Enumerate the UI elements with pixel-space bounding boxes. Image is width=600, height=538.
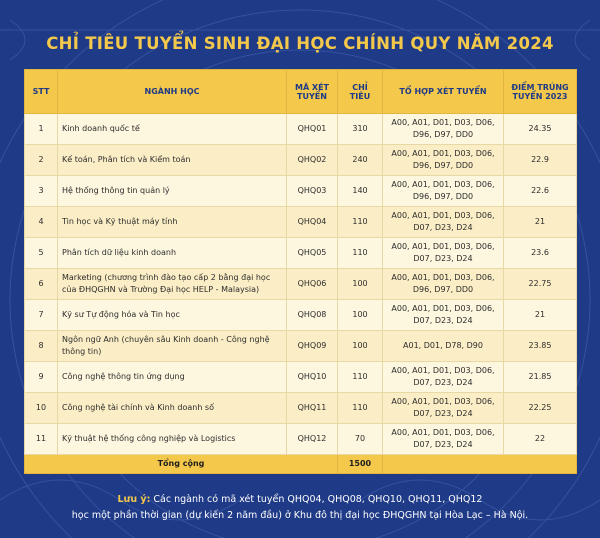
total-value: 1500 bbox=[338, 455, 383, 474]
cell-stt: 9 bbox=[25, 362, 58, 393]
header-ma: MÃ XÉT TUYỂN bbox=[287, 70, 338, 114]
cell-nganh: Công nghệ thông tin ứng dụng bbox=[58, 362, 287, 393]
table-row bbox=[25, 114, 577, 145]
cell-ma: QHQ05 bbox=[287, 238, 338, 269]
page-title: CHỈ TIÊU TUYỂN SINH ĐẠI HỌC CHÍNH QUY NĂM 2024 bbox=[46, 34, 554, 53]
footnote-line-2: học một phần thời gian (dự kiến 2 năm đầu) ở Khu đô thị đại học ĐHQGHN tại Hòa Lạc – Hà Nội. bbox=[71, 510, 529, 521]
cell-ma: QHQ09 bbox=[287, 331, 338, 362]
cell-diem: 23.6 bbox=[504, 238, 577, 269]
cell-diem: 22 bbox=[504, 424, 577, 455]
table-row bbox=[25, 176, 577, 207]
table-row bbox=[25, 238, 577, 269]
footnote-lead: Lưu ý: bbox=[117, 494, 151, 505]
table-row bbox=[25, 331, 577, 362]
cell-chitieu: 110 bbox=[338, 238, 383, 269]
cell-chitieu: 110 bbox=[338, 207, 383, 238]
cell-tohop: A00, A01, D01, D03, D06, D07, D23, D24 bbox=[383, 424, 504, 455]
cell-chitieu: 110 bbox=[338, 362, 383, 393]
header-chitieu: CHỈ TIÊU bbox=[338, 70, 383, 114]
cell-chitieu: 110 bbox=[338, 393, 383, 424]
cell-tohop: A00, A01, D01, D03, D06, D07, D23, D24 bbox=[383, 300, 504, 331]
cell-diem: 22.25 bbox=[504, 393, 577, 424]
cell-diem: 21.85 bbox=[504, 362, 577, 393]
cell-stt: 3 bbox=[25, 176, 58, 207]
cell-nganh: Công nghệ tài chính và Kinh doanh số bbox=[58, 393, 287, 424]
table-row bbox=[25, 300, 577, 331]
cell-diem: 22.6 bbox=[504, 176, 577, 207]
cell-nganh: Ngôn ngữ Anh (chuyên sâu Kinh doanh - Công nghệ thông tin) bbox=[58, 331, 287, 362]
header-nganh: NGÀNH HỌC bbox=[58, 70, 287, 114]
cell-stt: 6 bbox=[25, 269, 58, 300]
cell-nganh: Kỹ thuật hệ thống công nghiệp và Logistics bbox=[58, 424, 287, 455]
cell-stt: 2 bbox=[25, 145, 58, 176]
cell-tohop: A00, A01, D01, D03, D06, D96, D97, DD0 bbox=[383, 114, 504, 145]
cell-tohop: A00, A01, D01, D03, D06, D96, D97, DD0 bbox=[383, 269, 504, 300]
table-row bbox=[25, 269, 577, 300]
cell-stt: 7 bbox=[25, 300, 58, 331]
cell-nganh: Kinh doanh quốc tế bbox=[58, 114, 287, 145]
quota-table bbox=[24, 69, 577, 474]
cell-ma: QHQ02 bbox=[287, 145, 338, 176]
footnote-line-1 bbox=[0, 492, 600, 508]
cell-ma: QHQ04 bbox=[287, 207, 338, 238]
table-row bbox=[25, 362, 577, 393]
cell-nganh: Phân tích dữ liệu kinh doanh bbox=[58, 238, 287, 269]
cell-tohop: A00, A01, D01, D03, D06, D96, D97, DD0 bbox=[383, 145, 504, 176]
cell-ma: QHQ10 bbox=[287, 362, 338, 393]
cell-stt: 11 bbox=[25, 424, 58, 455]
table-row bbox=[25, 424, 577, 455]
cell-tohop: A00, A01, D01, D03, D06, D07, D23, D24 bbox=[383, 362, 504, 393]
cell-tohop: A00, A01, D01, D03, D06, D07, D23, D24 bbox=[383, 238, 504, 269]
cell-ma: QHQ12 bbox=[287, 424, 338, 455]
cell-nganh: Kế toán, Phân tích và Kiểm toán bbox=[58, 145, 287, 176]
header-stt: STT bbox=[25, 70, 58, 114]
total-row bbox=[25, 455, 577, 474]
table-row bbox=[25, 393, 577, 424]
cell-stt: 5 bbox=[25, 238, 58, 269]
cell-diem: 22.9 bbox=[504, 145, 577, 176]
total-label: Tổng cộng bbox=[25, 455, 338, 474]
cell-stt: 4 bbox=[25, 207, 58, 238]
total-empty bbox=[383, 455, 577, 474]
cell-ma: QHQ06 bbox=[287, 269, 338, 300]
cell-diem: 22.75 bbox=[504, 269, 577, 300]
cell-diem: 21 bbox=[504, 207, 577, 238]
cell-chitieu: 100 bbox=[338, 269, 383, 300]
cell-nganh: Hệ thống thông tin quản lý bbox=[58, 176, 287, 207]
cell-ma: QHQ08 bbox=[287, 300, 338, 331]
cell-stt: 8 bbox=[25, 331, 58, 362]
footnote-text-1: Các ngành có mã xét tuyển QHQ04, QHQ08, QHQ10, QHQ11, QHQ12 bbox=[153, 494, 483, 505]
cell-stt: 10 bbox=[25, 393, 58, 424]
cell-tohop: A01, D01, D78, D90 bbox=[383, 331, 504, 362]
cell-diem: 23.85 bbox=[504, 331, 577, 362]
cell-ma: QHQ03 bbox=[287, 176, 338, 207]
cell-nganh: Kỹ sư Tự động hóa và Tin học bbox=[58, 300, 287, 331]
table-row bbox=[25, 207, 577, 238]
cell-ma: QHQ11 bbox=[287, 393, 338, 424]
cell-chitieu: 140 bbox=[338, 176, 383, 207]
cell-chitieu: 310 bbox=[338, 114, 383, 145]
cell-nganh: Marketing (chương trình đào tạo cấp 2 bằng đại học của ĐHQGHN và Trường Đại học HELP - Malaysia) bbox=[58, 269, 287, 300]
cell-nganh: Tin học và Kỹ thuật máy tính bbox=[58, 207, 287, 238]
cell-ma: QHQ01 bbox=[287, 114, 338, 145]
cell-tohop: A00, A01, D01, D03, D06, D96, D97, DD0 bbox=[383, 176, 504, 207]
cell-chitieu: 100 bbox=[338, 300, 383, 331]
table-row bbox=[25, 145, 577, 176]
cell-tohop: A00, A01, D01, D03, D06, D07, D23, D24 bbox=[383, 207, 504, 238]
footnote bbox=[0, 492, 600, 524]
header-tohop: TỔ HỢP XÉT TUYỂN bbox=[383, 70, 504, 114]
cell-chitieu: 240 bbox=[338, 145, 383, 176]
cell-diem: 21 bbox=[504, 300, 577, 331]
cell-chitieu: 100 bbox=[338, 331, 383, 362]
cell-stt: 1 bbox=[25, 114, 58, 145]
cell-chitieu: 70 bbox=[338, 424, 383, 455]
header-diem: ĐIỂM TRÚNG TUYỂN 2023 bbox=[504, 70, 577, 114]
cell-diem: 24.35 bbox=[504, 114, 577, 145]
table-header-row bbox=[25, 70, 577, 114]
cell-tohop: A00, A01, D01, D03, D06, D07, D23, D24 bbox=[383, 393, 504, 424]
